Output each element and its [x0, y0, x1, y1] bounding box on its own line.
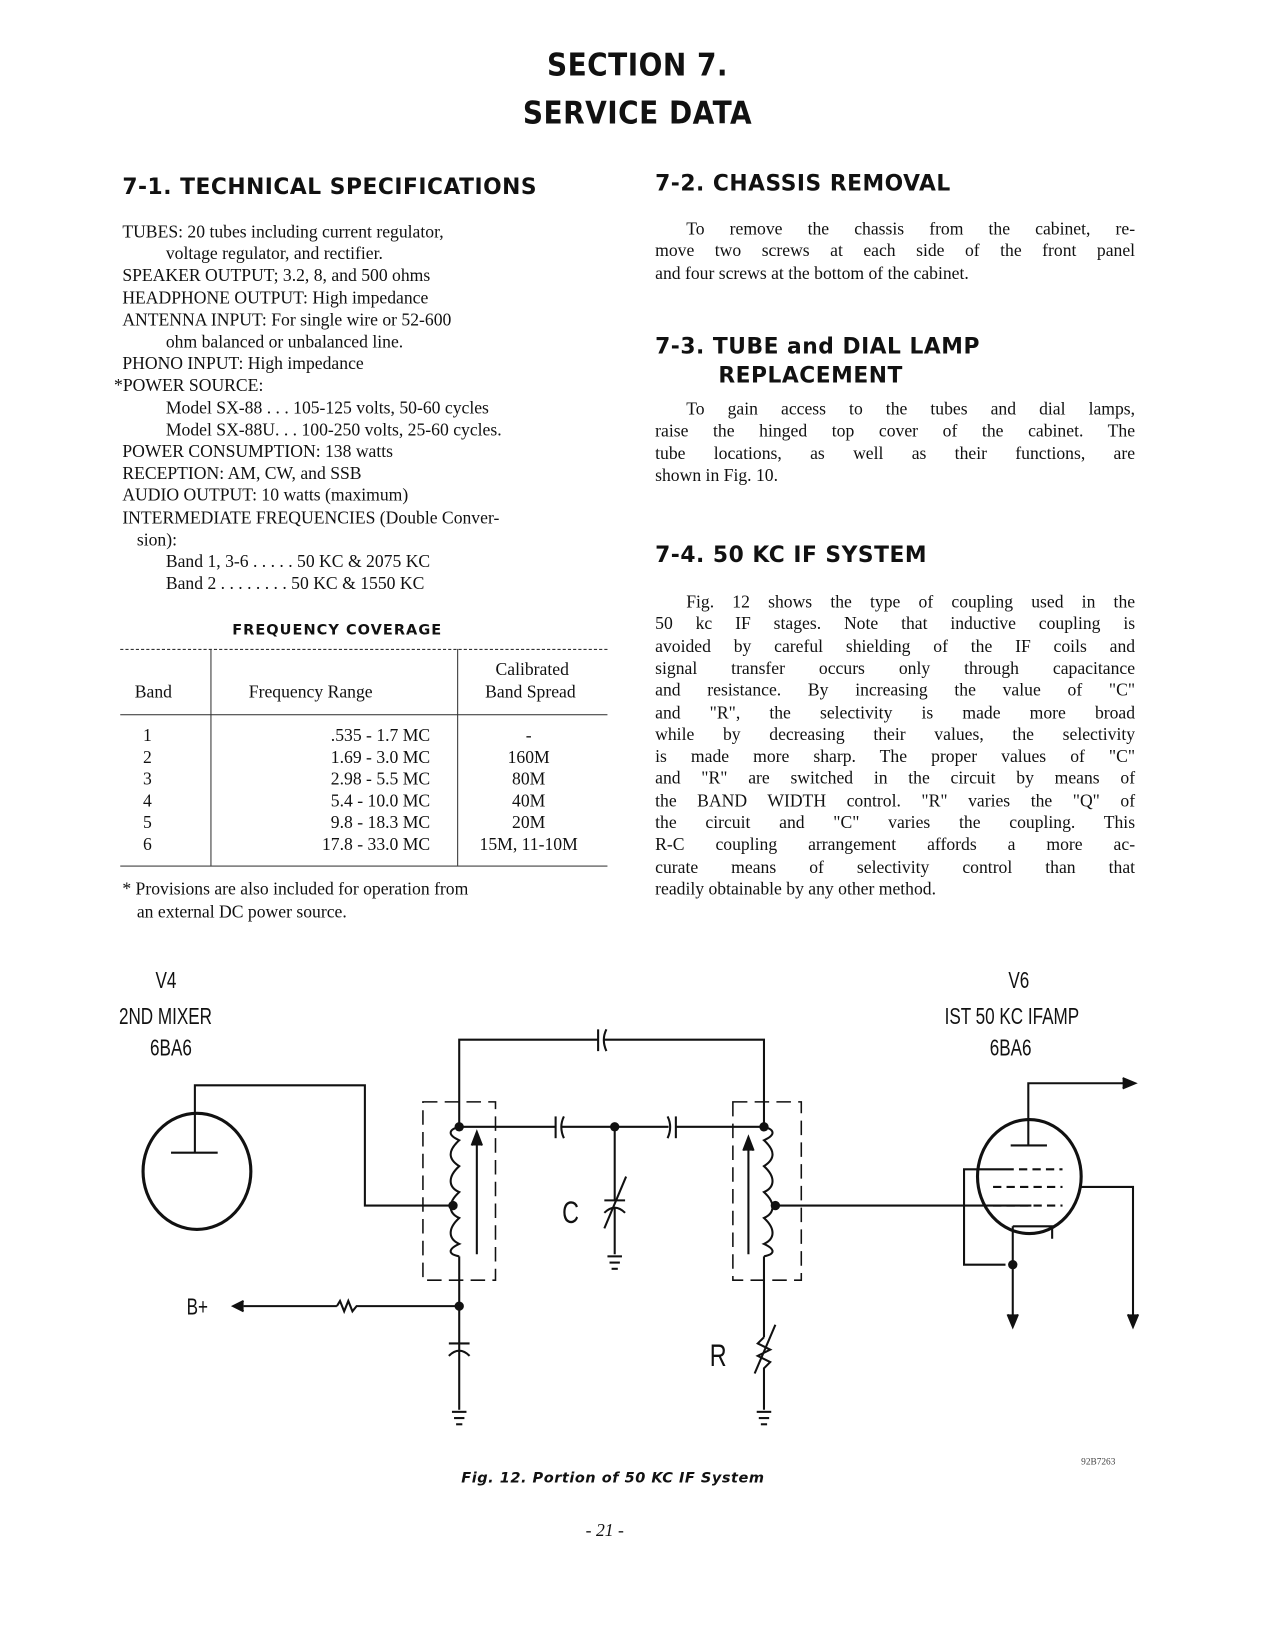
col-header-band-spread: Band Spread	[485, 682, 576, 702]
spec-line: ANTENNA INPUT: For single wire or 52-600	[122, 309, 452, 330]
spec-line: SPEAKER OUTPUT; 3.2, 8, and 500 ohms	[122, 265, 431, 286]
table-cell: 5	[143, 812, 152, 833]
paragraph-line: and "R" are switched in the circuit by means of	[655, 768, 1136, 789]
table-cell: 40M	[512, 790, 546, 811]
table-cell: 17.8 - 33.0 MC	[321, 834, 431, 855]
spec-line: HEADPHONE OUTPUT: High impedance	[122, 287, 429, 308]
table-cell: 6	[143, 834, 152, 855]
figure-caption: Fig. 12. Portion of 50 KC IF System	[461, 1469, 765, 1487]
v6-type: 6BA6	[989, 1036, 1032, 1061]
v6-function: IST 50 KC IFAMP	[944, 1004, 1080, 1030]
table-cell: 3	[143, 769, 152, 789]
table-cell: 2	[143, 747, 152, 768]
paragraph-line: while by decreasing their values, the selectivity	[655, 724, 1136, 745]
paragraph-line: is made more sharp. The proper values of "C"	[655, 746, 1136, 767]
spec-line: INTERMEDIATE FREQUENCIES (Double Conver-	[122, 507, 500, 528]
table-cell: 80M	[512, 769, 546, 789]
table-title: FREQUENCY COVERAGE	[232, 621, 443, 639]
col-header-calibrated: Calibrated	[495, 659, 569, 679]
spec-line: voltage regulator, and rectifier.	[165, 243, 383, 264]
table-cell: 1.69 - 3.0 MC	[330, 747, 431, 768]
table-cell: 9.8 - 18.3 MC	[330, 812, 431, 833]
table-cell: 4	[143, 790, 152, 811]
col-header-band: Band	[134, 682, 172, 702]
table-cell: 20M	[512, 812, 546, 833]
col-header-frequency-range: Frequency Range	[248, 682, 373, 702]
r-label: R	[709, 1337, 727, 1374]
spec-line: PHONO INPUT: High impedance	[122, 353, 364, 374]
spec-line: Model SX-88 . . . 105-125 volts, 50-60 cycles	[165, 397, 489, 418]
paragraph-line: To gain access to the tubes and dial lamps,	[686, 399, 1136, 419]
spec-line: ohm balanced or unbalanced line.	[165, 331, 404, 352]
table-cell: -	[525, 725, 532, 746]
spec-line: RECEPTION: AM, CW, and SSB	[122, 463, 362, 484]
page-number: - 21 -	[585, 1520, 624, 1541]
spec-line: Model SX-88U. . . 100-250 volts, 25-60 cycles.	[165, 419, 502, 440]
table-cell: 160M	[507, 747, 550, 768]
bplus-label: B+	[186, 1295, 208, 1321]
paragraph-line: R-C coupling arrangement affords a more ac-	[655, 834, 1136, 855]
paragraph-line: readily obtainable by any other method.	[655, 878, 937, 899]
c-label: C	[562, 1194, 579, 1230]
heading-tube-replacement-2: REPLACEMENT	[718, 362, 903, 388]
table-cell: .535 - 1.7 MC	[330, 725, 431, 746]
paragraph-line: avoided by careful shielding of the IF coils and	[655, 636, 1136, 656]
paragraph-line: move two screws at each side of the front panel	[655, 240, 1136, 261]
paragraph-line: the circuit and "C" varies the coupling. This	[655, 812, 1136, 833]
spec-line: *POWER SOURCE:	[114, 375, 264, 396]
spec-line: AUDIO OUTPUT: 10 watts (maximum)	[122, 485, 409, 506]
left-coil	[451, 1127, 460, 1257]
paragraph-line: signal transfer occurs only through capacitance	[655, 658, 1136, 678]
section-number: SECTION 7.	[546, 47, 729, 84]
table-cell: 15M, 11-10M	[479, 834, 578, 855]
heading-50kc-if-system: 7-4. 50 KC IF SYSTEM	[655, 542, 928, 568]
paragraph-line: tube locations, as well as their functions, are	[655, 443, 1136, 463]
right-coil	[764, 1127, 773, 1257]
spec-line: Band 2 . . . . . . . . 50 KC & 1550 KC	[165, 573, 425, 594]
drawing-number: 92B7263	[1081, 1456, 1116, 1467]
v4-function: 2ND MIXER	[118, 1004, 213, 1030]
footnote-line: an external DC power source.	[136, 901, 347, 922]
paragraph-line: and four screws at the bottom of the cabinet.	[655, 262, 969, 283]
paragraph-line: and resistance. By increasing the value of "C"	[655, 680, 1136, 700]
spec-line: sion):	[136, 529, 177, 550]
paragraph-line: raise the hinged top cover of the cabinet. The	[655, 421, 1136, 441]
paragraph-line: curate means of selectivity control than that	[655, 856, 1136, 877]
page-title: SERVICE DATA	[522, 95, 753, 132]
v4-label: V4	[155, 968, 177, 994]
v6-label: V6	[1008, 968, 1030, 994]
paragraph-line: shown in Fig. 10.	[655, 465, 779, 486]
paragraph-line: 50 kc IF stages. Note that inductive coupling is	[655, 613, 1136, 634]
paragraph-line: the BAND WIDTH control. "R" varies the "Q" of	[655, 790, 1136, 811]
table-cell: 1	[143, 725, 152, 746]
spec-line: POWER CONSUMPTION: 138 watts	[122, 441, 394, 462]
v4-type: 6BA6	[150, 1036, 192, 1061]
table-cell: 5.4 - 10.0 MC	[330, 790, 431, 811]
spec-line: Band 1, 3-6 . . . . . 50 KC & 2075 KC	[165, 551, 431, 572]
v4-tube-symbol	[143, 1113, 251, 1229]
paragraph-line: Fig. 12 shows the type of coupling used in the	[686, 591, 1136, 612]
table-cell: 2.98 - 5.5 MC	[330, 769, 431, 789]
spec-line: TUBES: 20 tubes including current regulator,	[122, 221, 444, 242]
footnote-line: * Provisions are also included for operation from	[122, 879, 469, 899]
heading-technical-specifications: 7-1. TECHNICAL SPECIFICATIONS	[122, 174, 538, 200]
heading-tube-replacement: 7-3. TUBE and DIAL LAMP	[655, 333, 980, 359]
paragraph-line: and "R", the selectivity is made more broad	[655, 702, 1136, 722]
paragraph-line: To remove the chassis from the cabinet, re-	[686, 218, 1136, 239]
heading-chassis-removal: 7-2. CHASSIS REMOVAL	[655, 171, 951, 196]
